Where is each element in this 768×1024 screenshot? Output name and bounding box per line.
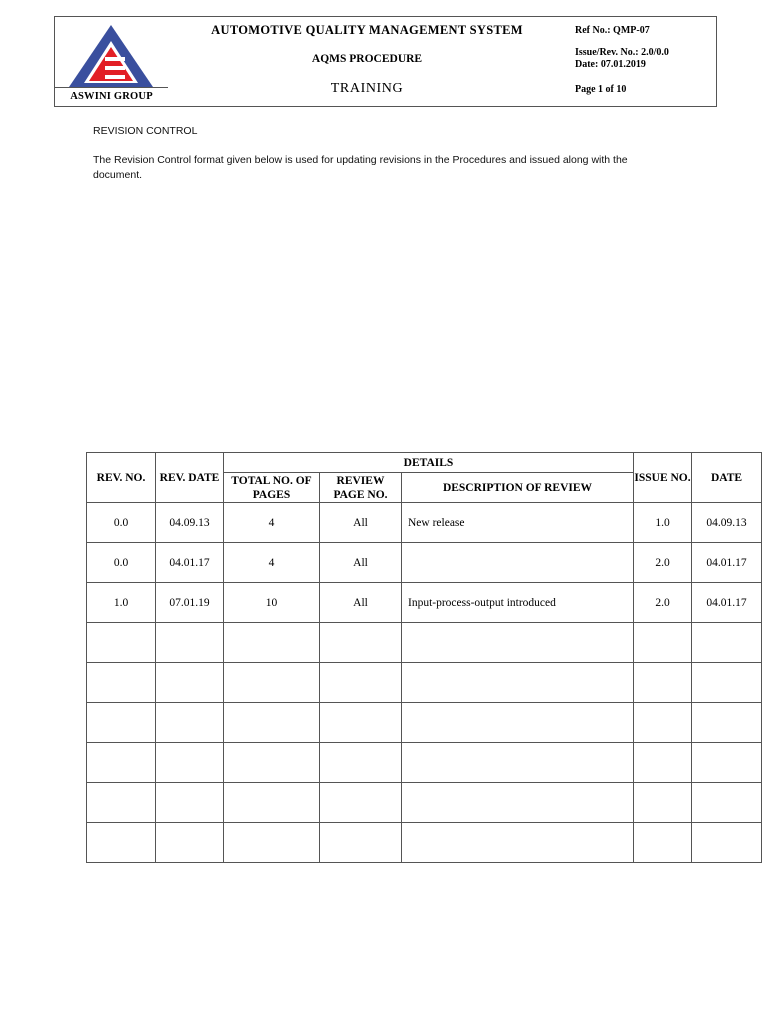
cell-date: 04.01.17 [692, 543, 762, 583]
cell-issue-no [634, 623, 692, 663]
table-row [87, 703, 762, 743]
table-row [87, 823, 762, 863]
cell-date [692, 623, 762, 663]
cell-date [692, 823, 762, 863]
cell-description [402, 783, 634, 823]
cell-review-page: All [320, 503, 402, 543]
cell-total-pages [224, 623, 320, 663]
cell-total-pages [224, 703, 320, 743]
issue-date: Date: 07.01.2019 [575, 59, 646, 70]
ref-number: Ref No.: QMP-07 [575, 25, 650, 36]
table-row [87, 543, 762, 583]
col-header-rev-date: REV. DATE [156, 453, 224, 503]
procedure-title: AQMS PROCEDURE [311, 53, 423, 65]
cell-issue-no: 2.0 [634, 583, 692, 623]
cell-description [402, 663, 634, 703]
table-row [87, 503, 762, 543]
logo-cell [55, 17, 168, 106]
cell-review-page [320, 703, 402, 743]
cell-rev-date: 04.09.13 [156, 503, 224, 543]
cell-issue-no [634, 783, 692, 823]
cell-issue-no: 1.0 [634, 503, 692, 543]
cell-rev-no [87, 663, 156, 703]
cell-review-page [320, 743, 402, 783]
cell-date: 04.09.13 [692, 503, 762, 543]
cell-issue-no: 2.0 [634, 543, 692, 583]
cell-description: Input-process-output introduced [402, 583, 634, 623]
issue-rev-number: Issue/Rev. No.: 2.0/0.0 [575, 47, 669, 58]
cell-total-pages: 4 [224, 543, 320, 583]
cell-issue-no [634, 703, 692, 743]
cell-rev-date: 04.01.17 [156, 543, 224, 583]
cell-review-page [320, 623, 402, 663]
cell-rev-no: 0.0 [87, 543, 156, 583]
cell-description: New release [402, 503, 634, 543]
cell-review-page [320, 663, 402, 703]
cell-rev-no [87, 703, 156, 743]
company-name: ASWINI GROUP [55, 87, 168, 105]
col-header-issue-no: ISSUE NO. [634, 453, 692, 503]
cell-rev-date: 07.01.19 [156, 583, 224, 623]
cell-rev-no [87, 823, 156, 863]
cell-total-pages [224, 823, 320, 863]
cell-issue-no [634, 823, 692, 863]
revision-control-heading: REVISION CONTROL [93, 125, 198, 137]
cell-rev-date [156, 623, 224, 663]
cell-description [402, 543, 634, 583]
cell-total-pages: 4 [224, 503, 320, 543]
cell-rev-date [156, 663, 224, 703]
revision-table [86, 452, 762, 863]
cell-review-page [320, 823, 402, 863]
col-header-description: DESCRIPTION OF REVIEW [402, 473, 634, 503]
cell-total-pages [224, 743, 320, 783]
col-header-review-page: REVIEW PAGE NO. [320, 473, 402, 503]
cell-review-page: All [320, 583, 402, 623]
col-header-date: DATE [692, 453, 762, 503]
table-row [87, 743, 762, 783]
cell-rev-no: 1.0 [87, 583, 156, 623]
issue-rev-date [566, 44, 716, 74]
cell-review-page [320, 783, 402, 823]
cell-rev-date [156, 823, 224, 863]
aswini-logo-icon [67, 23, 155, 87]
cell-review-page: All [320, 543, 402, 583]
cell-rev-date [156, 783, 224, 823]
document-header [54, 16, 717, 107]
cell-description [402, 743, 634, 783]
table-row [87, 583, 762, 623]
cell-description [402, 823, 634, 863]
cell-total-pages: 10 [224, 583, 320, 623]
table-row [87, 663, 762, 703]
cell-date [692, 783, 762, 823]
cell-description [402, 703, 634, 743]
cell-date [692, 743, 762, 783]
cell-rev-date [156, 743, 224, 783]
cell-total-pages [224, 783, 320, 823]
col-header-details: DETAILS [224, 453, 634, 473]
cell-rev-no [87, 623, 156, 663]
cell-date [692, 663, 762, 703]
cell-issue-no [634, 743, 692, 783]
col-header-total-pages: TOTAL NO. OF PAGES [224, 473, 320, 503]
cell-total-pages [224, 663, 320, 703]
cell-description [402, 623, 634, 663]
col-header-rev-no: REV. NO. [87, 453, 156, 503]
cell-date: 04.01.17 [692, 583, 762, 623]
revision-table-body [87, 503, 762, 863]
cell-issue-no [634, 663, 692, 703]
table-row [87, 623, 762, 663]
table-row [87, 783, 762, 823]
cell-rev-no [87, 783, 156, 823]
cell-rev-no [87, 743, 156, 783]
revision-control-paragraph: The Revision Control format given below is used for updating revisions in the Procedures and issued along with the document. [93, 154, 628, 181]
cell-date [692, 703, 762, 743]
cell-rev-no: 0.0 [87, 503, 156, 543]
document-title: TRAINING [330, 81, 404, 96]
cell-rev-date [156, 703, 224, 743]
system-title: AUTOMOTIVE QUALITY MANAGEMENT SYSTEM [211, 23, 523, 37]
page-number: Page 1 of 10 [575, 84, 627, 95]
